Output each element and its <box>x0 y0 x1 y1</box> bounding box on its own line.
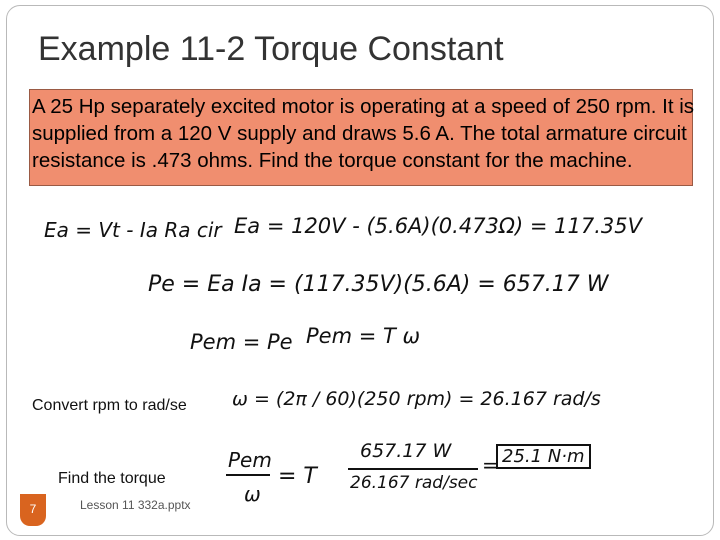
find-torque-label: Find the torque <box>58 470 166 487</box>
torque-result-box: 25.1 N·m <box>496 444 591 469</box>
electrical-power-calculation: Pe = Ea Ia = (117.35V)(5.6A) = 657.17 W <box>148 272 609 297</box>
torque-fraction-result: = T <box>278 464 317 489</box>
slide-number: 7 <box>29 502 37 516</box>
torque-fraction-denominator: ω <box>244 482 261 506</box>
problem-statement: A 25 Hp separately excited motor is operating at a speed of 250 rpm. It is supplied from a 120 V supply and draws 5.6 A. The total armature circuit resistance is .473 ohms. Find the torque constant for the machine. <box>32 95 695 172</box>
mechanical-power-equation: Pem = T ω <box>306 324 421 348</box>
equals-sign: = <box>482 453 499 477</box>
armature-voltage-calculation: Ea = 120V - (5.6A)(0.473Ω) = 117.35V <box>234 214 642 238</box>
torque-value-denominator: 26.167 rad/sec <box>350 473 478 493</box>
slide-title: Example 11-2 Torque Constant <box>38 30 504 68</box>
torque-value-numerator: 657.17 W <box>360 440 452 462</box>
convert-label: Convert rpm to rad/se <box>32 397 187 414</box>
slide-number-badge <box>20 494 46 526</box>
power-equality-equation: Pem = Pe <box>190 330 293 354</box>
torque-fraction-numerator: Pem <box>228 448 272 472</box>
armature-voltage-equation: Ea = Vt - Ia Ra cir <box>44 218 222 242</box>
footer-filename: Lesson 11 332a.pptx <box>80 498 191 512</box>
angular-speed-calculation: ω = (2π / 60)(250 rpm) = 26.167 rad/s <box>232 388 601 410</box>
